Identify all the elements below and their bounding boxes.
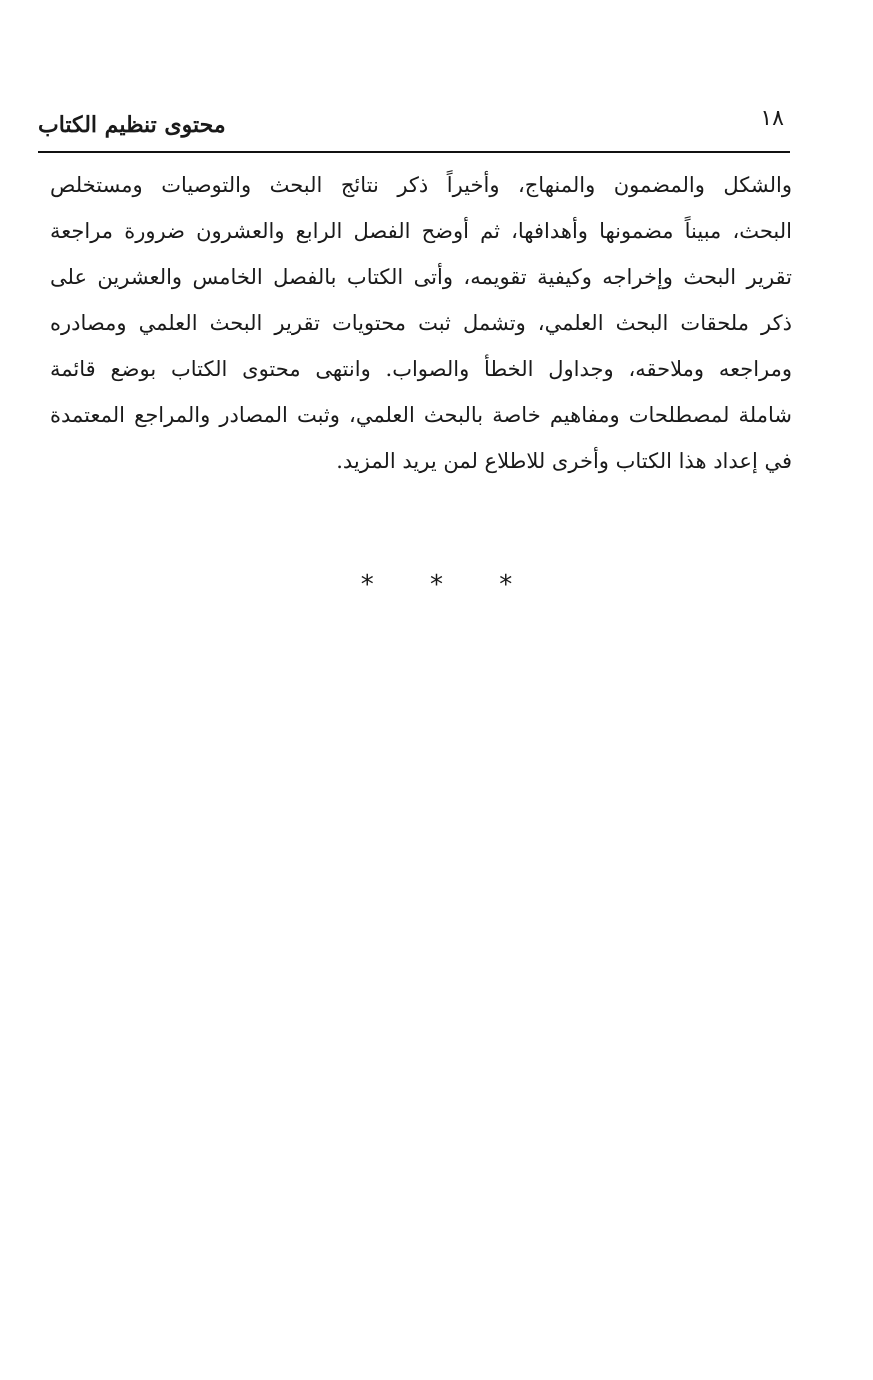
section-separator — [0, 570, 873, 600]
header-rule — [38, 151, 790, 153]
page-number: ١٨ — [760, 106, 784, 131]
paragraph-line: تقرير البحث وإخراجه وكيفية تقويمه، وأتى الكتاب بالفصل الخامس والعشرين على — [50, 265, 792, 289]
paragraph-line: ومراجعه وملاحقه، وجداول الخطأ والصواب. وانتهى محتوى الكتاب بوضع قائمة — [50, 357, 792, 381]
paragraph-line: والشكل والمضمون والمنهاج، وأخيراً ذكر نتائج البحث والتوصيات ومستخلص — [50, 173, 792, 197]
separator-star: * — [499, 570, 513, 600]
page-header — [38, 106, 790, 150]
separator-star: * — [360, 570, 374, 600]
body-paragraph — [50, 162, 792, 484]
paragraph-line: ذكر ملحقات البحث العلمي، وتشمل ثبت محتويات تقرير البحث العلمي ومصادره — [50, 311, 792, 335]
running-title: محتوى تنظيم الكتاب — [38, 112, 226, 138]
paragraph-line: البحث، مبيناً مضمونها وأهدافها، ثم أوضح الفصل الرابع والعشرون ضرورة مراجعة — [50, 219, 792, 243]
paragraph-line: شاملة لمصطلحات ومفاهيم خاصة بالبحث العلمي، وثبت المصادر والمراجع المعتمدة — [50, 403, 792, 427]
separator-star: * — [430, 570, 443, 600]
paragraph-line: في إعداد هذا الكتاب وأخرى للاطلاع لمن يريد المزيد. — [336, 449, 792, 473]
